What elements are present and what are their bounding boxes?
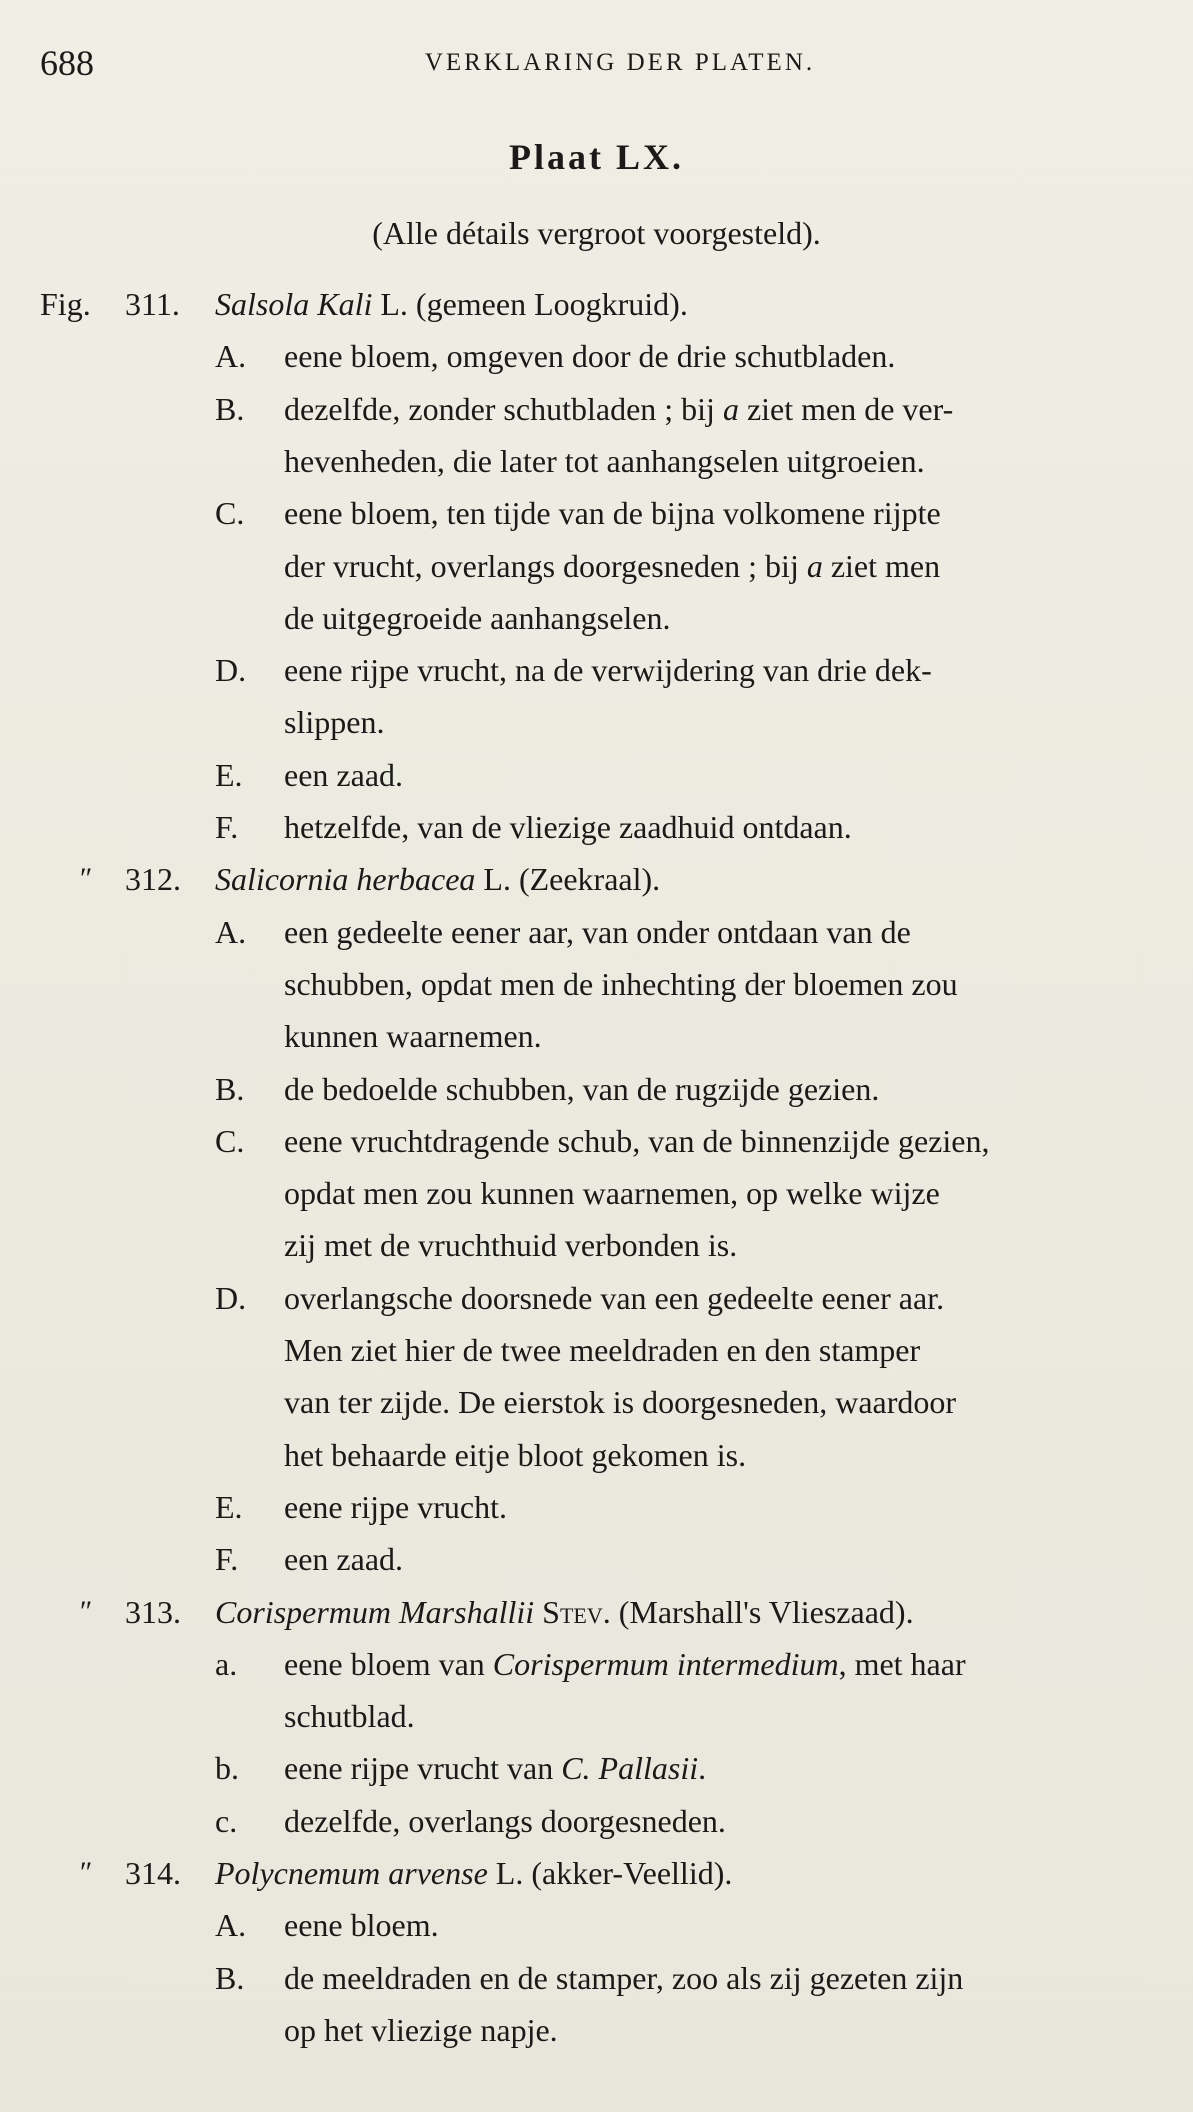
species-line bbox=[215, 278, 1163, 330]
detail-letter: F. bbox=[215, 809, 239, 845]
detail-letter: D. bbox=[215, 1279, 247, 1316]
detail-letter: D. bbox=[215, 652, 247, 689]
detail-letter: b. bbox=[215, 1750, 239, 1787]
detail-continuation bbox=[0, 1219, 1193, 1271]
figure-number: 312. bbox=[125, 861, 181, 898]
detail-text: eene bloem, omgeven door de drie schutbladen. bbox=[284, 338, 896, 375]
detail-item bbox=[0, 1899, 1193, 1951]
species-author: L. bbox=[483, 861, 511, 898]
detail-continuation bbox=[0, 2004, 1193, 2056]
detail-text: eene bloem. bbox=[284, 1907, 439, 1944]
detail-letter: E. bbox=[215, 756, 243, 793]
detail-continuation bbox=[0, 696, 1193, 748]
page-number: 688 bbox=[40, 43, 94, 83]
detail-text: kunnen waarnemen. bbox=[284, 1018, 542, 1055]
detail-text: dezelfde, overlangs doorgesneden. bbox=[284, 1802, 726, 1839]
detail-continuation bbox=[0, 1429, 1193, 1481]
species-author: Stev. bbox=[542, 1593, 611, 1630]
detail-text: eene bloem van Corispermum intermedium, met haar bbox=[284, 1645, 966, 1682]
species-author: L. bbox=[495, 1855, 524, 1891]
figure-heading bbox=[0, 1586, 1193, 1638]
detail-text: schutblad. bbox=[284, 1698, 415, 1735]
fig-label: Fig. bbox=[40, 286, 91, 322]
detail-continuation bbox=[0, 1690, 1193, 1742]
ditto-mark: ″ bbox=[78, 1856, 91, 1889]
common-name: (gemeen Loogkruid). bbox=[415, 286, 688, 322]
species-name: Salicornia herbacea bbox=[215, 861, 476, 898]
detail-text: eene bloem, ten tijde van de bijna volkomene rijpte bbox=[284, 495, 941, 532]
detail-text: van ter zijde. De eierstok is doorgesneden, waardoor bbox=[284, 1384, 957, 1421]
detail-item bbox=[0, 801, 1193, 853]
detail-text: hevenheden, die later tot aanhangselen uitgroeien. bbox=[284, 442, 925, 479]
detail-text: slippen. bbox=[284, 704, 385, 741]
detail-text: zij met de vruchthuid verbonden is. bbox=[284, 1227, 738, 1264]
figure-number: 311. bbox=[125, 286, 180, 322]
detail-item bbox=[0, 1063, 1193, 1115]
detail-text: hetzelfde, van de vliezige zaadhuid ontdaan. bbox=[284, 809, 852, 845]
species-line bbox=[215, 1847, 1163, 1899]
plate-subtitle: (Alle détails vergroot voorgesteld). bbox=[372, 215, 821, 251]
detail-item bbox=[0, 1952, 1193, 2004]
detail-text: opdat men zou kunnen waarnemen, op welke wijze bbox=[284, 1175, 940, 1212]
detail-letter: A. bbox=[215, 1907, 247, 1944]
detail-item bbox=[0, 1533, 1193, 1585]
detail-letter: F. bbox=[215, 1541, 239, 1578]
detail-item bbox=[0, 383, 1193, 435]
detail-letter: A. bbox=[215, 338, 247, 375]
detail-continuation bbox=[0, 1324, 1193, 1376]
species-name: Polycnemum arvense bbox=[215, 1855, 488, 1891]
detail-text: een gedeelte eener aar, van onder ontdaan van de bbox=[284, 913, 911, 950]
detail-text: Men ziet hier de twee meeldraden en den stamper bbox=[284, 1332, 921, 1368]
detail-item bbox=[0, 749, 1193, 801]
detail-text: de uitgegroeide aanhangselen. bbox=[284, 599, 671, 636]
detail-continuation bbox=[0, 1376, 1193, 1428]
detail-text: een zaad. bbox=[284, 756, 404, 793]
detail-letter: B. bbox=[215, 1959, 245, 1996]
detail-continuation bbox=[0, 1167, 1193, 1219]
species-line bbox=[215, 853, 1163, 905]
detail-item bbox=[0, 1638, 1193, 1690]
detail-item bbox=[0, 1795, 1193, 1847]
detail-item bbox=[0, 906, 1193, 958]
species-line bbox=[215, 1586, 1163, 1638]
figure-number: 314. bbox=[125, 1855, 181, 1891]
detail-letter: C. bbox=[215, 495, 245, 532]
detail-item bbox=[0, 1481, 1193, 1533]
ditto-mark: ″ bbox=[78, 1594, 91, 1628]
figure-heading bbox=[0, 278, 1193, 330]
detail-item bbox=[0, 1742, 1193, 1794]
detail-continuation bbox=[0, 592, 1193, 644]
detail-text: op het vliezige napje. bbox=[284, 2011, 558, 2048]
detail-text: een zaad. bbox=[284, 1541, 404, 1578]
detail-text: het behaarde eitje bloot gekomen is. bbox=[284, 1436, 747, 1473]
common-name: (Marshall's Vlieszaad). bbox=[618, 1593, 914, 1630]
figure-heading bbox=[0, 853, 1193, 905]
detail-continuation bbox=[0, 540, 1193, 592]
detail-letter: a. bbox=[215, 1645, 238, 1682]
detail-item bbox=[0, 1272, 1193, 1324]
species-name: Salsola Kali bbox=[215, 286, 373, 322]
common-name: (akker-Veellid). bbox=[531, 1855, 733, 1891]
detail-letter: B. bbox=[215, 390, 245, 427]
detail-letter: B. bbox=[215, 1070, 245, 1107]
ditto-mark: ″ bbox=[78, 862, 91, 896]
detail-letter: E. bbox=[215, 1488, 243, 1525]
detail-item bbox=[0, 487, 1193, 539]
detail-text: eene rijpe vrucht van C. Pallasii. bbox=[284, 1750, 707, 1787]
detail-continuation bbox=[0, 435, 1193, 487]
detail-text: schubben, opdat men de inhechting der bloemen zou bbox=[284, 965, 958, 1002]
running-head: VERKLARING DER PLATEN. bbox=[424, 49, 816, 76]
detail-text: overlangsche doorsnede van een gedeelte eener aar. bbox=[284, 1279, 945, 1316]
detail-letter: C. bbox=[215, 1122, 245, 1159]
detail-item bbox=[0, 644, 1193, 696]
species-author: L. bbox=[380, 286, 408, 322]
detail-text: eene rijpe vrucht. bbox=[284, 1488, 507, 1525]
figure-heading bbox=[0, 1847, 1193, 1899]
common-name: (Zeekraal). bbox=[518, 861, 661, 898]
figure-number: 313. bbox=[125, 1593, 181, 1630]
plate-title: Plaat LX. bbox=[509, 137, 684, 177]
detail-text: de meeldraden en de stamper, zoo als zij gezeten zijn bbox=[284, 1959, 964, 1996]
detail-text: der vrucht, overlangs doorgesneden ; bij a ziet men bbox=[284, 547, 941, 584]
detail-letter: A. bbox=[215, 913, 247, 950]
detail-item bbox=[0, 1115, 1193, 1167]
detail-item bbox=[0, 330, 1193, 382]
detail-continuation bbox=[0, 1010, 1193, 1062]
detail-text: de bedoelde schubben, van de rugzijde gezien. bbox=[284, 1070, 880, 1107]
detail-text: eene vruchtdragende schub, van de binnenzijde gezien, bbox=[284, 1122, 990, 1159]
detail-continuation bbox=[0, 958, 1193, 1010]
detail-text: dezelfde, zonder schutbladen ; bij a ziet men de ver- bbox=[284, 390, 954, 427]
detail-text: eene rijpe vrucht, na de verwijdering van drie dek- bbox=[284, 652, 932, 689]
species-name: Corispermum Marshallii bbox=[215, 1593, 535, 1630]
detail-letter: c. bbox=[215, 1802, 238, 1839]
